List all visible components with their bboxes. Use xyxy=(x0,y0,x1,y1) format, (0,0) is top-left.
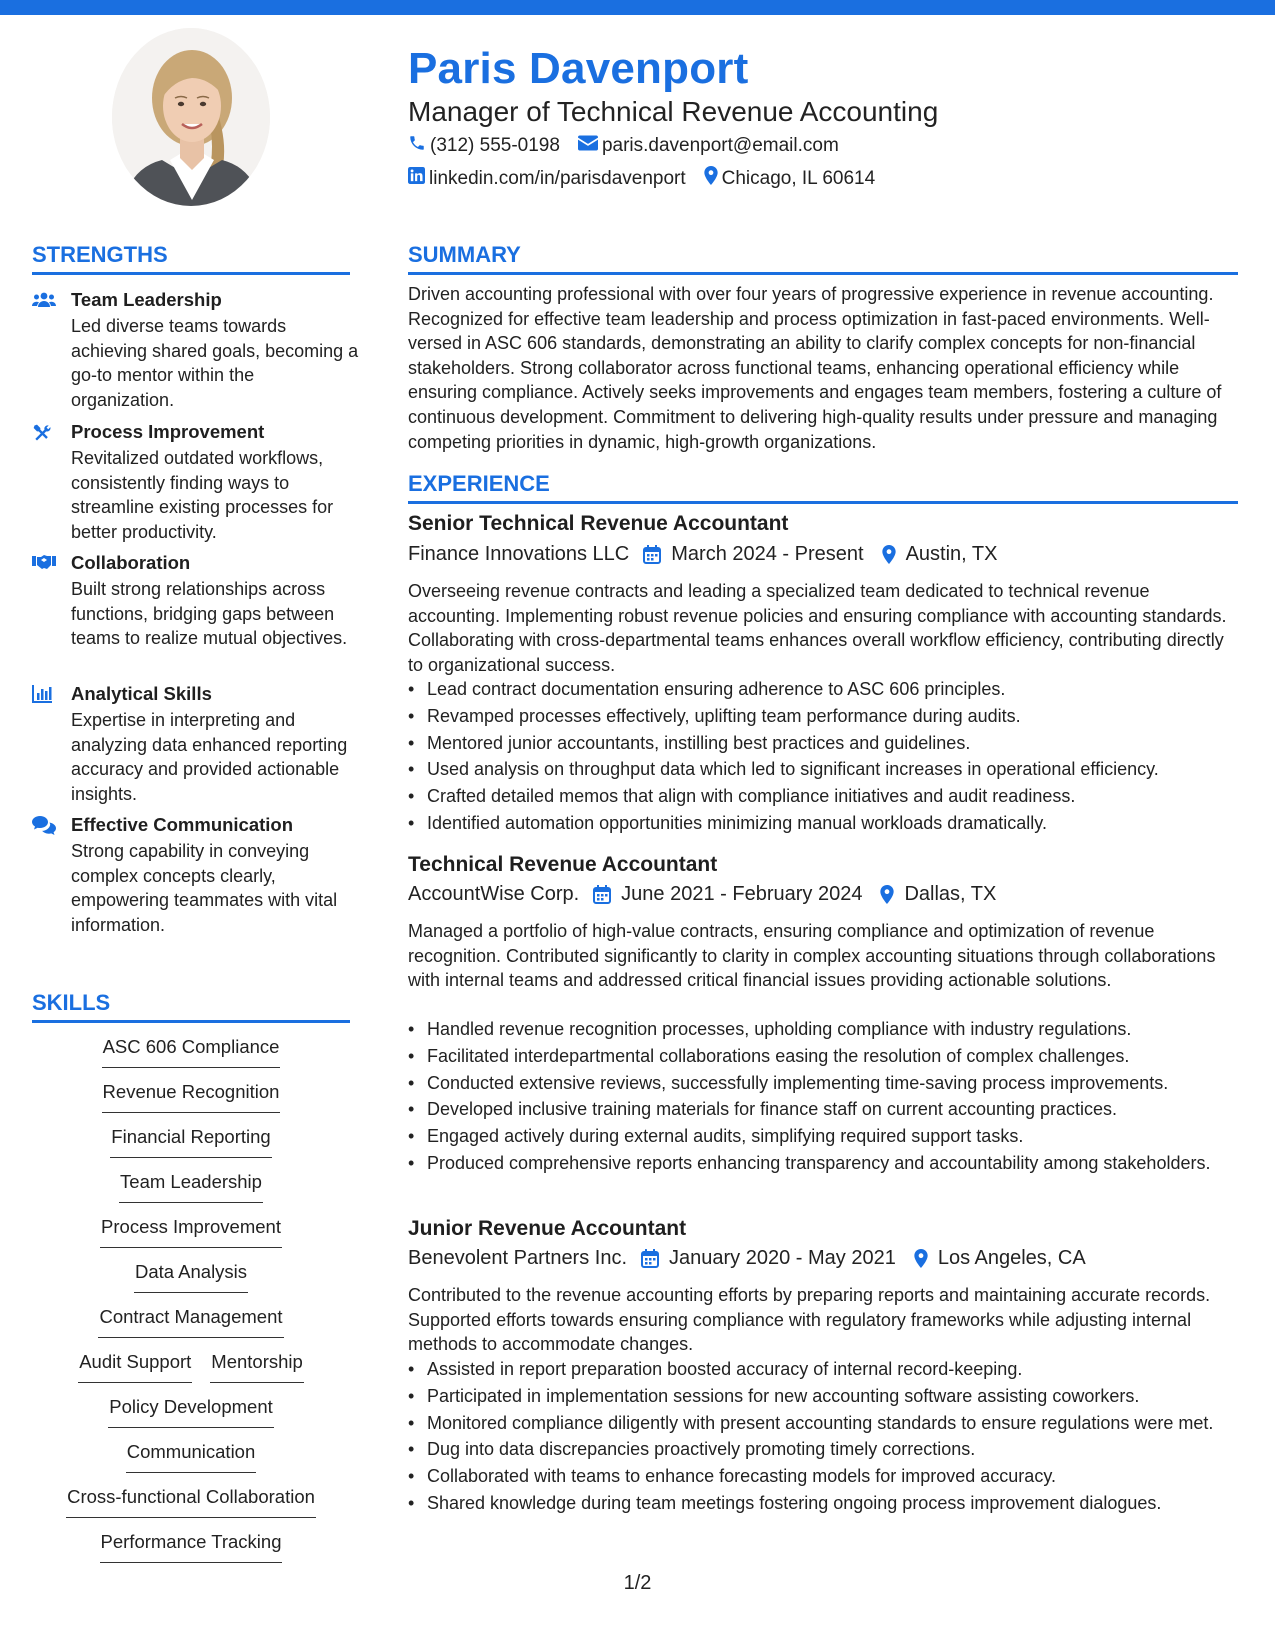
contact-row-primary xyxy=(408,134,857,158)
map-pin-icon xyxy=(882,545,896,564)
job-title: Senior Technical Revenue Accountant xyxy=(408,512,789,535)
job-title: Technical Revenue Accountant xyxy=(408,853,718,876)
strength-title: Process Improvement xyxy=(71,421,265,442)
skills-list xyxy=(32,1036,350,1576)
bullet-item: • Used analysis on throughput data which led to significant increases in operational efficiency. xyxy=(408,757,1238,782)
job-dates: January 2020 - May 2021 xyxy=(669,1247,896,1269)
calendar-icon xyxy=(641,1249,659,1268)
strengths-rule xyxy=(32,272,350,275)
summary-text: Driven accounting professional with over four years of progressive experience in revenue accounting. Recognized for effective team leadership and process optimization in fast-paced environments. Well-versed in ASC 606 standards, demonstrating an ability to clarify complex concepts for non-financial stakeholders. Strong collaborator across functional teams, enhancing operational efficiency while ensuring compliance. Actively seeks improvements and engages team members, fostering a culture of continuous development. Commitment to delivering high-quality results under pressure and managing competing priorities in dynamic, high-growth organizations. xyxy=(408,284,1222,452)
strength-desc: Revitalized outdated workflows, consistently finding ways to streamline existing processes for better productivity. xyxy=(71,448,334,542)
linkedin-icon xyxy=(408,167,429,190)
skill-tag: Performance Tracking xyxy=(100,1531,283,1563)
users-icon xyxy=(32,291,56,311)
job-meta xyxy=(408,1247,1086,1270)
summary-rule xyxy=(408,272,1238,275)
strength-desc: Led diverse teams towards achieving shared goals, becoming a go-to mentor within the organization. xyxy=(71,316,359,410)
bullet-item: • Facilitated interdepartmental collaborations easing the resolution of complex challenges. xyxy=(408,1044,1238,1069)
strength-title: Effective Communication xyxy=(71,814,294,835)
skill-tag: Policy Development xyxy=(108,1396,274,1428)
skill-tag: Financial Reporting xyxy=(110,1126,271,1158)
skill-tag: ASC 606 Compliance xyxy=(102,1036,281,1068)
strengths-heading: STRENGTHS xyxy=(32,242,168,267)
bullet-item: • Revamped processes effectively, uplifting team performance during audits. xyxy=(408,704,1238,729)
job-description: Overseeing revenue contracts and leading a specialized team dedicated to technical revenue accounting. Implementing robust revenue policies and ensuring compliance with accounting standards. Collaborating with cross-departmental teams enhances overall workflow efficiency, contributing directly to organizational success. xyxy=(408,581,1227,675)
skill-tag: Revenue Recognition xyxy=(102,1081,281,1113)
job-bullets xyxy=(408,1357,1238,1518)
chart-icon xyxy=(32,685,56,705)
summary-heading: SUMMARY xyxy=(408,242,521,267)
job-description: Managed a portfolio of high-value contracts, ensuring compliance and optimization of revenue recognition. Contributed significantly to clarity in complex accounting situations through collaborations with internal teams and addressed critical financial issues providing actionable solutions. xyxy=(408,921,1216,991)
linkedin-text: linkedin.com/in/parisdavenport xyxy=(429,167,686,189)
job-title: Junior Revenue Accountant xyxy=(408,1217,687,1240)
skills-rule xyxy=(32,1020,350,1023)
top-accent-bar xyxy=(0,0,1275,15)
bullet-item: • Handled revenue recognition processes, upholding compliance with industry regulations. xyxy=(408,1017,1238,1042)
page-number: 1/2 xyxy=(623,1572,652,1594)
job-meta xyxy=(408,543,997,566)
map-pin-icon xyxy=(914,1249,928,1268)
bullet-item: • Mentored junior accountants, instilling best practices and guidelines. xyxy=(408,731,1238,756)
email-icon xyxy=(578,135,602,157)
strength-desc: Built strong relationships across functions, bridging gaps between teams to realize mutual objectives. xyxy=(71,579,348,648)
bullet-item: • Collaborated with teams to enhance forecasting models for improved accuracy. xyxy=(408,1464,1238,1489)
experience-rule xyxy=(408,501,1238,504)
candidate-name: Paris Davenport xyxy=(408,44,749,93)
bullet-item: • Engaged actively during external audits, simplifying required support tasks. xyxy=(408,1124,1238,1149)
job-bullets xyxy=(408,677,1238,838)
skill-tag: Team Leadership xyxy=(119,1171,263,1203)
candidate-title: Manager of Technical Revenue Accounting xyxy=(408,96,939,127)
map-pin-icon xyxy=(704,166,722,191)
strength-title: Team Leadership xyxy=(71,289,222,310)
profile-photo xyxy=(112,28,270,206)
skill-tag: Contract Management xyxy=(98,1306,283,1338)
skill-tag: Process Improvement xyxy=(100,1216,282,1248)
job-bullets xyxy=(408,1017,1238,1178)
job-location: Dallas, TX xyxy=(904,883,997,905)
bullet-item: • Participated in implementation sessions for new accounting software assisting coworkers. xyxy=(408,1384,1238,1409)
phone-icon xyxy=(408,134,430,158)
strength-title: Analytical Skills xyxy=(71,683,212,704)
map-pin-icon xyxy=(880,885,894,904)
skill-tag: Mentorship xyxy=(210,1351,304,1383)
calendar-icon xyxy=(593,885,611,904)
calendar-icon xyxy=(643,545,661,564)
company-name: Finance Innovations LLC xyxy=(408,543,630,565)
phone-contact[interactable] xyxy=(408,134,560,158)
contact-row-secondary xyxy=(408,166,893,191)
skill-tag: Cross-functional Collaboration xyxy=(66,1486,316,1518)
experience-heading: EXPERIENCE xyxy=(408,471,550,496)
bullet-item: • Produced comprehensive reports enhancing transparency and accountability among stakeholders. xyxy=(408,1151,1238,1176)
phone-text: (312) 555-0198 xyxy=(430,135,560,156)
skills-heading: SKILLS xyxy=(32,990,111,1015)
location-contact xyxy=(704,166,876,191)
job-dates: June 2021 - February 2024 xyxy=(621,883,863,905)
strength-title: Collaboration xyxy=(71,552,191,573)
bullet-item: • Monitored compliance diligently with present accounting standards to ensure regulations were met. xyxy=(408,1411,1238,1436)
linkedin-contact[interactable] xyxy=(408,167,686,190)
company-name: Benevolent Partners Inc. xyxy=(408,1247,628,1269)
email-contact[interactable] xyxy=(578,135,839,157)
strength-desc: Expertise in interpreting and analyzing data enhanced reporting accuracy and provided actionable insights. xyxy=(71,710,348,804)
skill-tag: Data Analysis xyxy=(134,1261,248,1293)
bullet-item: • Lead contract documentation ensuring adherence to ASC 606 principles. xyxy=(408,677,1238,702)
job-location: Austin, TX xyxy=(905,543,998,565)
bullet-item: • Shared knowledge during team meetings fostering ongoing process improvement dialogues. xyxy=(408,1491,1238,1516)
job-location: Los Angeles, CA xyxy=(937,1247,1086,1269)
job-description: Contributed to the revenue accounting efforts by preparing reports and maintaining accurate records. Supported efforts towards ensuring compliance with regulatory frameworks while adjusting internal methods to accommodate changes. xyxy=(408,1285,1211,1355)
skill-tag: Audit Support xyxy=(78,1351,192,1383)
company-name: AccountWise Corp. xyxy=(408,883,580,905)
bullet-item: • Developed inclusive training materials for finance staff on current accounting practices. xyxy=(408,1097,1238,1122)
job-dates: March 2024 - Present xyxy=(671,543,864,565)
location-text: Chicago, IL 60614 xyxy=(721,167,876,189)
bullet-item: • Conducted extensive reviews, successfully implementing time-saving process improvements. xyxy=(408,1071,1238,1096)
job-meta xyxy=(408,883,996,906)
email-text: paris.davenport@email.com xyxy=(601,135,839,156)
bullet-item: • Assisted in report preparation boosted accuracy of internal record-keeping. xyxy=(408,1357,1238,1382)
bullet-item: • Dug into data discrepancies proactively promoting timely corrections. xyxy=(408,1437,1238,1462)
handshake-icon xyxy=(32,554,56,574)
tools-icon xyxy=(32,423,56,443)
skill-tag: Communication xyxy=(126,1441,257,1473)
strength-desc: Strong capability in conveying complex concepts clearly, empowering teammates with vital information. xyxy=(71,841,338,935)
comments-icon xyxy=(32,816,56,836)
bullet-item: • Identified automation opportunities minimizing manual workloads dramatically. xyxy=(408,811,1238,836)
bullet-item: • Crafted detailed memos that align with compliance initiatives and audit readiness. xyxy=(408,784,1238,809)
